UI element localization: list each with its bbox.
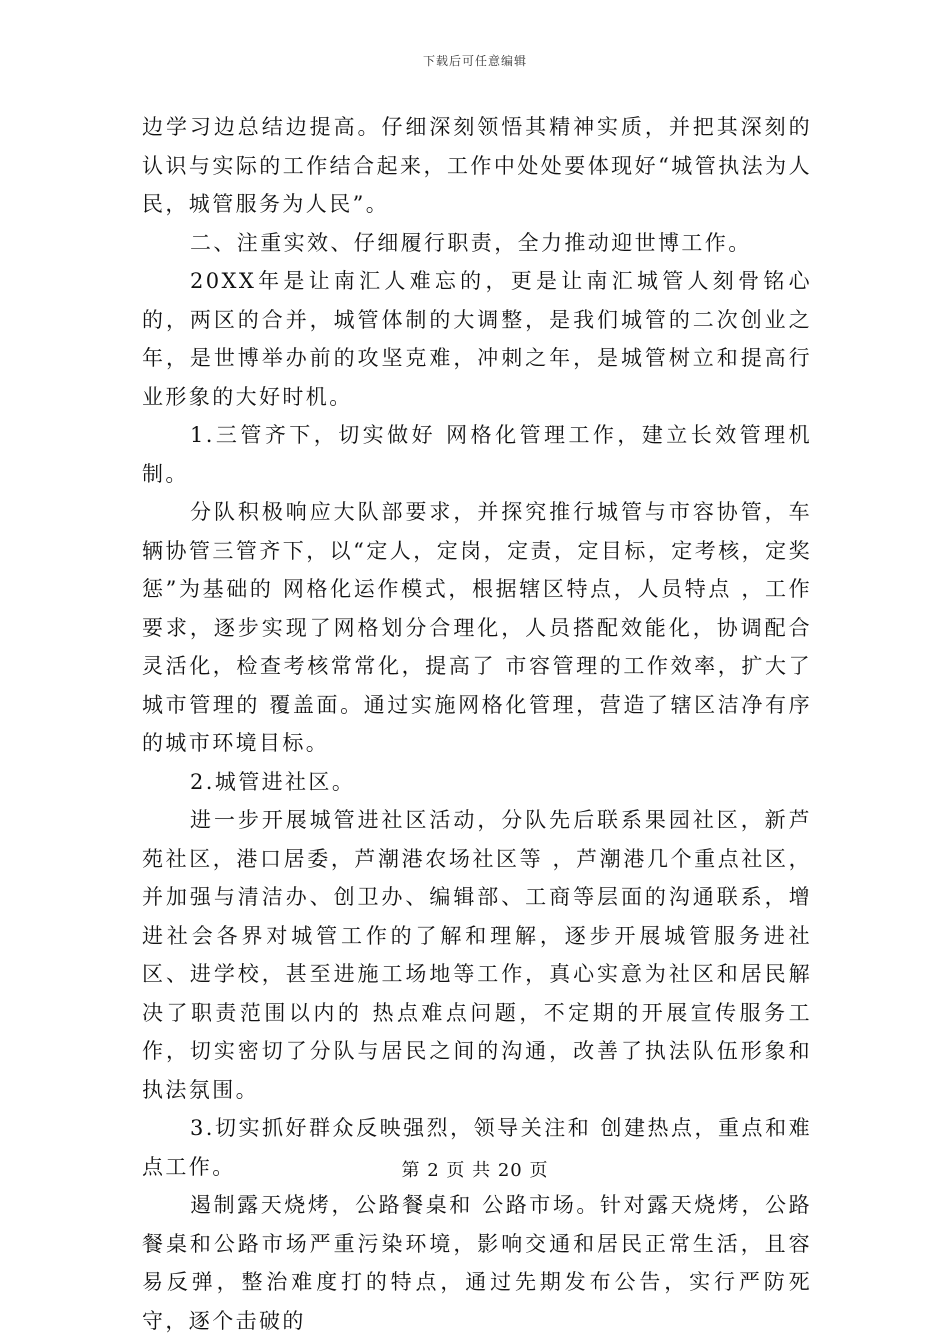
header-note: 下载后可任意编辑 (422, 54, 527, 68)
paragraph-5: 遏制露天烧烤，公路餐桌和 公路市场。针对露天烧烤，公路餐桌和公路市场严重污染环境，影响交通和居民正常生活，且容易反弹，整治难度打的特点，通过先期发布公告，实行严防死守，逐个击破的 (142, 1193, 812, 1333)
subheading-3: 3.切实抓好群众反映强烈，领导关注和 创建热点，重点和难点工作。 (142, 1116, 812, 1179)
paragraph-3: 分队积极响应大队部要求，并探究推行城管与市容协管，车辆协管三管齐下，以“定人，定岗，定责，定目标，定考核，定奖惩”为基础的 网格化运作模式，根据辖区特点，人员特点 ，工作要求，逐步实现了网格划分合理化，人员搭配效能化，协调配合灵活化，检查考核常常化，提高了 市容管理的工作效率，扩大了城市管理的 覆盖面。通过实施网格化管理，营造了辖区洁净有序的城市环境目标。 (142, 500, 812, 755)
paragraph-2: 20XX年是让南汇人难忘的，更是让南汇城管人刻骨铭心的，两区的合并，城管体制的大调整，是我们城管的二次创业之年，是世博举办前的攻坚克难，冲刺之年，是城管树立和提高行业形象的大好时机。 (142, 269, 812, 409)
page-number: 第 2 页 共 20 页 (401, 1160, 549, 1181)
paragraph-4: 进一步开展城管进社区活动，分队先后联系果园社区，新芦苑社区，港口居委，芦潮港农场社区等 ，芦潮港几个重点社区，并加强与清洁办、创卫办、编辑部、工商等层面的沟通联系，增进社会各界对城管工作的了解和理解，逐步开展城管服务进社区、进学校，甚至进施工场地等工作，真心实意为社区和居民解决了职责范围以内的 热点难点问题，不定期的开展宣传服务工作，切实密切了分队与居民之间的沟通，改善了执法队伍形象和执法氛围。 (142, 808, 812, 1102)
subheading-1: 1.三管齐下，切实做好 网格化管理工作，建立长效管理机制。 (142, 423, 812, 486)
subheading-2: 2.城管进社区。 (190, 769, 356, 794)
paragraph-1: 边学习边总结边提高。仔细深刻领悟其精神实质，并把其深刻的认识与实际的工作结合起来，工作中处处要体现好“城管执法为人民，城管服务为人民”。 (142, 115, 812, 216)
section-heading-2: 二、注重实效、仔细履行职责，全力推动迎世博工作。 (190, 230, 752, 255)
